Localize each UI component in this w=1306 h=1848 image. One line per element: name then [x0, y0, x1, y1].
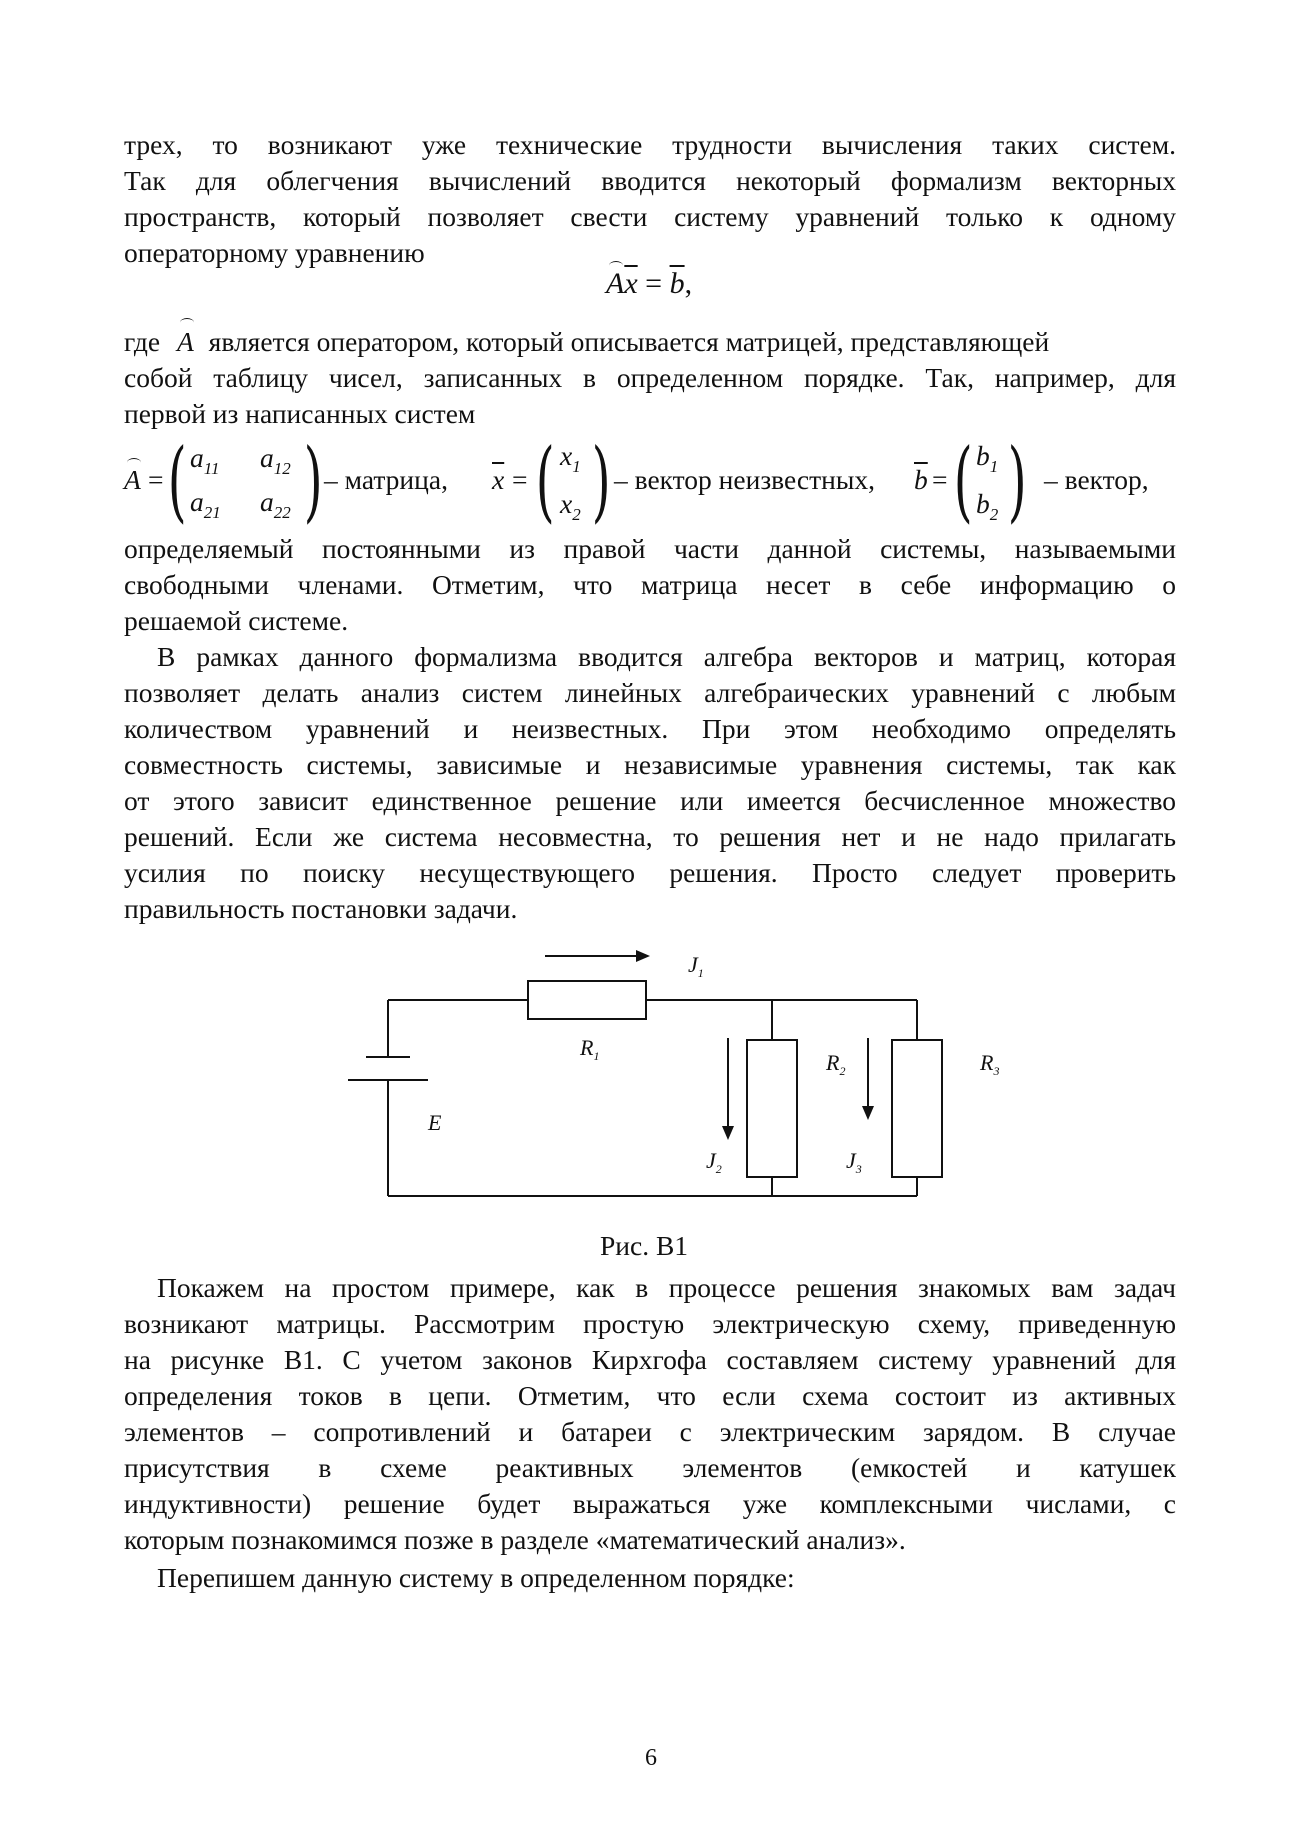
- matrix-a12: $a_{12}$: [260, 442, 291, 478]
- matrix-caption: – матрица,: [324, 464, 448, 495]
- label-J2: $J_2$: [706, 1148, 722, 1176]
- paragraph-line: количеством уравнений и неизвестных. При этом необходимо определять: [124, 713, 1176, 744]
- arrow-J3-head: [862, 1106, 874, 1120]
- paragraph-line: позволяет делать анализ систем линейных алгебраических уравнений с любым: [124, 677, 1176, 708]
- paragraph-line: свободными членами. Отметим, что матрица несет в себе информацию о: [124, 569, 1176, 600]
- paragraph-line: от этого зависит единственное решение или имеется бесчисленное множество: [124, 785, 1176, 816]
- operator-symbol: A: [606, 267, 625, 300]
- resistor-R1: [528, 981, 646, 1019]
- paragraph-line: на рисунке В1. С учетом законов Кирхгофа составляем систему уравнений для: [124, 1344, 1176, 1375]
- equals-sign: =: [512, 464, 528, 495]
- paragraph-line: совместность системы, зависимые и независимые уравнения системы, так как: [124, 749, 1176, 780]
- vector-x-symbol: $\overline{x}$: [624, 267, 638, 300]
- page-number: 6: [645, 1745, 657, 1771]
- paragraph-line: определения токов в цепи. Отметим, что если схема состоит из активных: [124, 1380, 1176, 1411]
- paragraph-line: присутствия в схеме реактивных элементов (емкостей и катушек: [124, 1452, 1176, 1483]
- paragraph-line: возникают матрицы. Рассмотрим простую электрическую схему, приведенную: [124, 1308, 1176, 1339]
- operator-symbol: A: [177, 324, 194, 360]
- word-gde: где: [124, 326, 161, 357]
- paragraph-line: правильность постановки задачи.: [124, 893, 518, 924]
- vector-b2: $b_2$: [976, 488, 999, 524]
- paragraph-line: решаемой системе.: [124, 605, 349, 636]
- right-paren: ): [303, 429, 323, 532]
- arrow-J1-head: [636, 950, 650, 962]
- vector-b-symbol: $\overline{b}$: [669, 267, 685, 300]
- paragraph-line: Покажем на простом примере, как в процессе решения знакомых вам задач: [157, 1272, 1176, 1303]
- label-J3: $J_3$: [846, 1148, 862, 1176]
- arrow-J2-head: [722, 1126, 734, 1140]
- vector-b-label: $\overline{b}$: [914, 464, 928, 495]
- left-paren: (: [167, 429, 187, 532]
- paragraph-line: В рамках данного формализма вводится алгебра векторов и матриц, которая: [157, 641, 1176, 672]
- right-paren: ): [1007, 429, 1027, 532]
- paragraph-line: решений. Если же система несовместна, то решения нет и не надо прилагать: [124, 821, 1176, 852]
- paragraph-line: трех, то возникают уже технические трудности вычисления таких систем.: [124, 129, 1176, 160]
- resistor-R2: [747, 1040, 797, 1177]
- right-paren: ): [591, 429, 611, 532]
- equals-sign: =: [637, 267, 670, 300]
- paragraph-line: усилия по поиску несуществующего решения. Просто следует проверить: [124, 857, 1176, 888]
- matrix-a22: $a_{22}$: [260, 486, 291, 522]
- vector-x2: $x_2$: [560, 488, 581, 524]
- left-paren: (: [535, 429, 555, 532]
- label-R1: $R_1$: [580, 1035, 600, 1063]
- vector-x1: $x_1$: [560, 440, 581, 476]
- equation-comma: ,: [684, 267, 693, 300]
- paragraph-line: Перепишем данную систему в определенном порядке:: [157, 1562, 795, 1593]
- paragraph-line: элементов – сопротивлений и батареи с электрическим зарядом. В случае: [124, 1416, 1176, 1447]
- resistor-R3: [892, 1040, 942, 1177]
- unknowns-caption: – вектор неизвестных,: [614, 464, 875, 495]
- matrix-a11: $a_{11}$: [190, 442, 220, 478]
- paragraph-line: которым познакомимся позже в разделе «математический анализ».: [124, 1524, 906, 1555]
- figure-caption: Рис. В1: [600, 1230, 689, 1261]
- left-paren: (: [953, 429, 973, 532]
- label-E: E: [428, 1110, 442, 1135]
- paragraph-line: пространств, который позволяет свести систему уравнений только к одному: [124, 201, 1176, 232]
- paragraph-line: собой таблицу чисел, записанных в определенном порядке. Так, например, для: [124, 362, 1176, 393]
- label-R3: $R_3$: [980, 1050, 1000, 1078]
- paragraph-line: индуктивности) решение будет выражаться уже комплексными числами, с: [124, 1488, 1176, 1519]
- vector-b1: $b_1$: [976, 440, 999, 476]
- paragraph-text: является оператором, который описывается матрицей, представляющей: [208, 326, 1050, 357]
- matrix-a21: $a_{21}$: [190, 486, 221, 522]
- vector-x-label: $\overline{x}$: [492, 464, 505, 495]
- equals-sign: =: [148, 464, 164, 495]
- vector-caption: – вектор,: [1044, 464, 1149, 495]
- matrix-A-label: A: [124, 464, 141, 495]
- paragraph-line: Так для облегчения вычислений вводится некоторый формализм векторных: [124, 165, 1176, 196]
- paragraph-line: операторному уравнению: [124, 237, 425, 268]
- paragraph-line: определяемый постоянными из правой части данной системы, называемыми: [124, 533, 1176, 564]
- paragraph-line: первой из написанных систем: [124, 398, 476, 429]
- label-J1: $J_1$: [688, 952, 704, 980]
- equals-sign: =: [932, 464, 948, 495]
- label-R2: $R_2$: [826, 1050, 846, 1078]
